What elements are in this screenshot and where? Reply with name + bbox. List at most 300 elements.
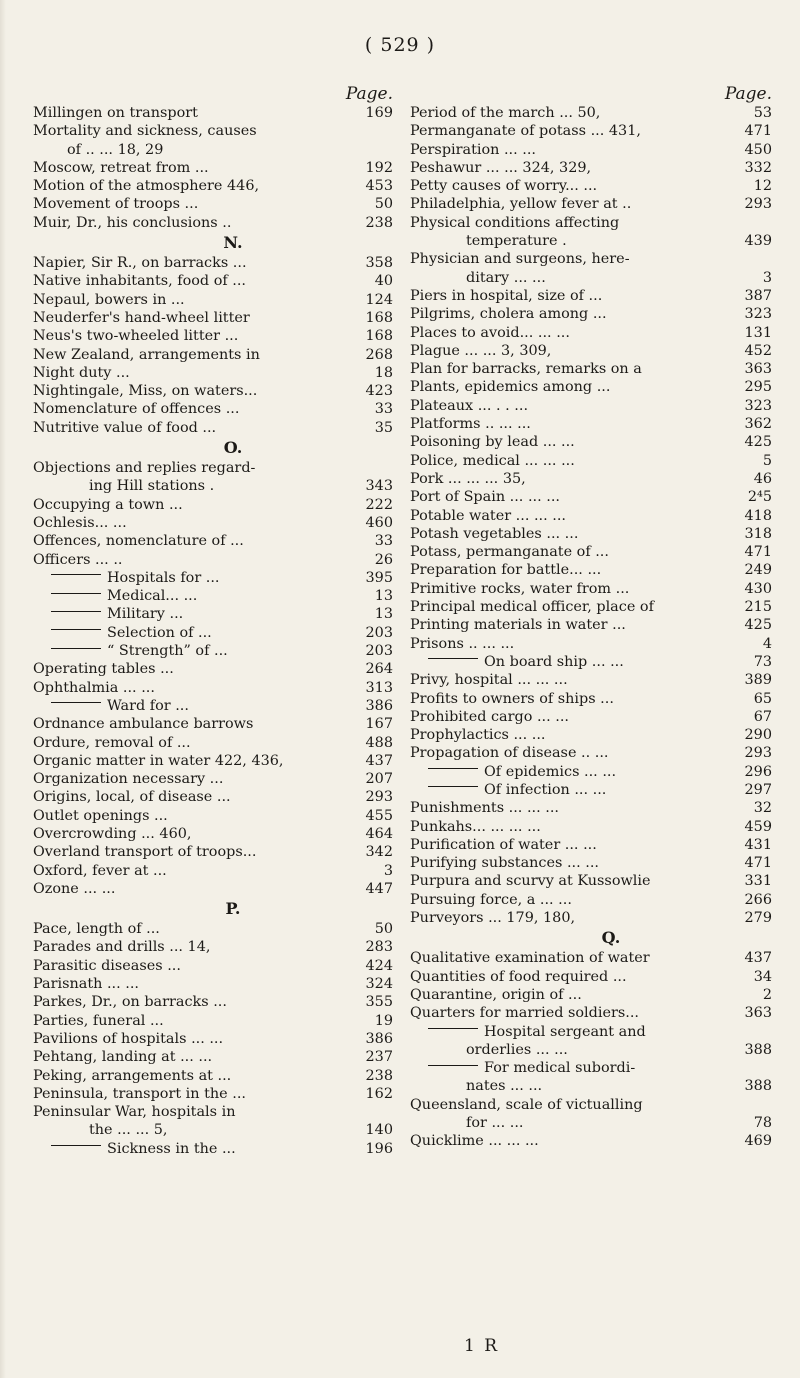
- entry-text: Occupying a town ...: [33, 496, 183, 513]
- entry-page: 279: [744, 910, 772, 927]
- index-subentry: [33, 642, 393, 660]
- index-entry: [410, 1077, 772, 1095]
- entry-text: [428, 781, 606, 799]
- entry-page: 3: [762, 269, 772, 286]
- entry-page: 33: [374, 533, 393, 550]
- index-entry: [33, 496, 393, 514]
- entry-text: Period of the march ... 50,: [410, 105, 601, 121]
- index-entry: [33, 843, 393, 861]
- entry-text: Plague ... ... 3, 309,: [410, 342, 552, 359]
- entry-text: for ... ...: [466, 1115, 524, 1132]
- entry-page: 471: [744, 855, 772, 872]
- entry-page: 296: [744, 763, 772, 780]
- entry-page: 78: [753, 1115, 772, 1132]
- index-subentry: [33, 697, 393, 715]
- subentry-label: Selection of ...: [107, 624, 212, 641]
- entry-text: [51, 605, 183, 623]
- entry-text: Offences, nomenclature of ...: [33, 533, 244, 550]
- entry-page: 67: [753, 708, 772, 725]
- entry-text: Peninsula, transport in the ...: [33, 1085, 246, 1102]
- entry-text: Preparation for battle... ...: [410, 562, 602, 579]
- subentry-label: “ Strength” of ...: [107, 643, 228, 660]
- ditto-dash: [51, 574, 101, 575]
- index-subentry: [33, 1140, 393, 1158]
- index-entry: [33, 770, 393, 788]
- entry-page: 34: [753, 968, 772, 985]
- index-entry: [410, 104, 772, 122]
- entry-text: [51, 697, 189, 715]
- index-entry: [410, 543, 772, 561]
- entry-text: Pavilions of hospitals ... ...: [33, 1030, 224, 1047]
- index-entry: [410, 122, 772, 140]
- ditto-dash: [428, 768, 478, 769]
- entry-text: Ordure, removal of ...: [33, 734, 191, 751]
- entry-page: 293: [744, 196, 772, 213]
- index-entry: [33, 734, 393, 752]
- entry-page: 437: [365, 752, 393, 769]
- entry-text: ing Hill stations .: [89, 478, 215, 495]
- entry-page: 162: [365, 1085, 393, 1102]
- entry-page: 203: [365, 624, 393, 641]
- entry-page: 437: [744, 950, 772, 967]
- index-entry: [33, 327, 393, 345]
- index-entry: [410, 708, 772, 726]
- index-entry: [33, 1121, 393, 1139]
- entry-text: Parades and drills ... 14,: [33, 939, 211, 956]
- ditto-dash: [428, 786, 478, 787]
- entry-text: Peking, arrangements at ...: [33, 1067, 232, 1084]
- index-entry: [410, 159, 772, 177]
- entry-page: 192: [365, 159, 393, 176]
- section-letter: P.: [225, 899, 241, 919]
- index-column-left: [33, 84, 393, 1158]
- index-entry: [33, 477, 393, 495]
- entry-text: [428, 1023, 646, 1041]
- entry-page: 388: [744, 1078, 772, 1095]
- index-entry: [33, 177, 393, 195]
- index-entry: [33, 957, 393, 975]
- entry-text: Quantities of food required ...: [410, 968, 627, 985]
- index-entry: [410, 305, 772, 323]
- entry-page: 65: [753, 690, 772, 707]
- entry-text: Prisons .. ... ...: [410, 635, 515, 652]
- index-entry: [33, 122, 393, 140]
- ditto-dash: [428, 658, 478, 659]
- entry-page: 297: [744, 781, 772, 798]
- entry-page: 2⁴5: [747, 489, 772, 506]
- index-entry: [33, 159, 393, 177]
- entry-page: 418: [744, 507, 772, 524]
- entry-text: Outlet openings ...: [33, 807, 168, 824]
- entry-text: Pursuing force, a ... ...: [410, 891, 572, 908]
- entry-text: Nepaul, bowers in ...: [33, 291, 185, 308]
- section-letter: N.: [223, 233, 243, 253]
- index-entry: [33, 346, 393, 364]
- index-entry: [410, 488, 772, 506]
- entry-page: 387: [744, 287, 772, 304]
- entry-text: Prophylactics ... ...: [410, 727, 546, 744]
- entry-text: Propagation of disease .. ...: [410, 745, 609, 762]
- entry-text: Quicklime ... ... ...: [410, 1133, 539, 1150]
- entry-text: Philadelphia, yellow fever at ..: [410, 196, 632, 213]
- entry-page: 460: [365, 514, 393, 531]
- index-entry: [33, 141, 393, 159]
- entry-page: 264: [365, 661, 393, 678]
- index-entry: [410, 195, 772, 213]
- index-entry: [33, 514, 393, 532]
- index-entry: [33, 459, 393, 477]
- subentry-label: Of epidemics ... ...: [484, 763, 617, 780]
- entry-page: 388: [744, 1041, 772, 1058]
- index-entries-left: [33, 104, 393, 1158]
- entry-page: 4: [762, 635, 772, 652]
- index-entry: [33, 364, 393, 382]
- index-entry: [33, 532, 393, 550]
- index-subentry: [33, 605, 393, 623]
- entry-page: 450: [744, 141, 772, 158]
- index-entry: [410, 507, 772, 525]
- entry-text: Purveyors ... 179, 180,: [410, 910, 576, 927]
- entry-text: Pehtang, landing at ... ...: [33, 1049, 213, 1066]
- index-entry: [410, 580, 772, 598]
- entry-text: Origins, local, of disease ...: [33, 789, 231, 806]
- entry-text: Poisoning by lead ... ...: [410, 434, 575, 451]
- entry-text: Purpura and scurvy at Kussowlie: [410, 873, 651, 890]
- entry-page: 471: [744, 123, 772, 140]
- index-entry: [33, 382, 393, 400]
- index-entry: [410, 214, 772, 232]
- entry-page: 363: [744, 361, 772, 378]
- entry-page: 324: [365, 976, 393, 993]
- entry-text: Ophthalmia ... ...: [33, 679, 155, 696]
- entry-text: nates ... ...: [466, 1078, 543, 1095]
- index-entry: [410, 872, 772, 890]
- ditto-dash: [428, 1065, 478, 1066]
- index-entry: [33, 1012, 393, 1030]
- entry-text: Plants, epidemics among ...: [410, 379, 611, 396]
- section-letter: O.: [223, 438, 243, 458]
- index-entry: [410, 525, 772, 543]
- index-entry: [33, 993, 393, 1011]
- index-entry: [33, 214, 393, 232]
- index-entry: [410, 452, 772, 470]
- ditto-dash: [51, 1145, 101, 1146]
- entry-page: 35: [374, 419, 393, 436]
- index-entry: [410, 1114, 772, 1132]
- entry-text: Privy, hospital ... ... ...: [410, 672, 568, 689]
- entry-text: Parasitic diseases ...: [33, 957, 181, 974]
- index-entry: [410, 799, 772, 817]
- entry-text: [51, 569, 220, 587]
- entry-text: Neus's two-wheeled litter ...: [33, 328, 239, 345]
- index-entry: [410, 1041, 772, 1059]
- index-entry: [33, 679, 393, 697]
- page-number: ( 529 ): [364, 34, 436, 56]
- entry-text: Quarters for married soldiers...: [410, 1005, 639, 1022]
- entry-text: Port of Spain ... ... ...: [410, 489, 560, 506]
- entry-page: 425: [744, 617, 772, 634]
- entry-text: New Zealand, arrangements in: [33, 346, 260, 363]
- entry-text: Plateaux ... . . ...: [410, 397, 529, 414]
- entry-page: 293: [365, 789, 393, 806]
- entry-text: [51, 1140, 236, 1158]
- index-entry: [33, 254, 393, 272]
- entry-page: 268: [365, 346, 393, 363]
- entry-page: 13: [374, 588, 393, 605]
- index-entry: [410, 671, 772, 689]
- entry-text: Organization necessary ...: [33, 771, 224, 788]
- entry-page: 464: [365, 825, 393, 842]
- index-entries-right: [410, 104, 772, 1151]
- entry-page: 238: [365, 1067, 393, 1084]
- entry-text: the ... ... 5,: [89, 1122, 168, 1139]
- entry-page: 362: [744, 416, 772, 433]
- entry-page: 50: [374, 921, 393, 938]
- entry-text: [428, 653, 624, 671]
- entry-page: 5: [762, 452, 772, 469]
- entry-text: Operating tables ...: [33, 661, 174, 678]
- index-entry: [33, 938, 393, 956]
- entry-page: 26: [374, 551, 393, 568]
- index-entry: [410, 1132, 772, 1150]
- index-entry: [410, 433, 772, 451]
- index-entry: [410, 854, 772, 872]
- entry-text: Prohibited cargo ... ...: [410, 708, 569, 725]
- subentry-label: Sickness in the ...: [107, 1140, 236, 1157]
- index-subentry: [410, 1059, 772, 1077]
- entry-text: [51, 624, 212, 642]
- subentry-label: On board ship ... ...: [484, 653, 624, 670]
- index-entry: [410, 141, 772, 159]
- index-entry: [33, 788, 393, 806]
- index-entry: [410, 415, 772, 433]
- index-entry: [33, 807, 393, 825]
- entry-page: 343: [365, 478, 393, 495]
- entry-text: Night duty ...: [33, 364, 130, 381]
- entry-text: Perspiration ... ...: [410, 141, 537, 158]
- entry-page: 33: [374, 401, 393, 418]
- entry-text: Ochlesis... ...: [33, 514, 127, 531]
- index-entry: [410, 836, 772, 854]
- entry-page: 295: [744, 379, 772, 396]
- index-entry: [33, 752, 393, 770]
- entry-text: Moscow, retreat from ...: [33, 159, 209, 176]
- index-column-right: [410, 84, 772, 1151]
- entry-text: temperature .: [466, 233, 567, 250]
- index-entry: [410, 818, 772, 836]
- entry-text: Peshawur ... ... 324, 329,: [410, 159, 592, 176]
- entry-page: 431: [744, 836, 772, 853]
- entry-text: Napier, Sir R., on barracks ...: [33, 255, 247, 272]
- index-entry: [410, 726, 772, 744]
- entry-page: 19: [374, 1012, 393, 1029]
- entry-page: 471: [744, 544, 772, 561]
- entry-page: 395: [365, 569, 393, 586]
- entry-page: 323: [744, 397, 772, 414]
- index-entry: [410, 177, 772, 195]
- entry-text: Peninsular War, hospitals in: [33, 1104, 236, 1121]
- entry-page: 237: [365, 1049, 393, 1066]
- index-subentry: [410, 781, 772, 799]
- subentry-label: Of infection ... ...: [484, 781, 607, 798]
- index-entry: [33, 660, 393, 678]
- index-entry: [410, 342, 772, 360]
- entry-page: 40: [374, 273, 393, 290]
- entry-page: 50: [374, 196, 393, 213]
- entry-text: Potass, permanganate of ...: [410, 544, 609, 561]
- index-entry: [410, 909, 772, 927]
- entry-page: 389: [744, 672, 772, 689]
- index-entry: [33, 715, 393, 733]
- entry-page: 318: [744, 525, 772, 542]
- subentry-label: Military ...: [107, 606, 184, 623]
- signature-mark: 1 R: [464, 1336, 500, 1356]
- index-entry: [410, 1004, 772, 1022]
- index-entry: [410, 949, 772, 967]
- index-entry: [410, 232, 772, 250]
- entry-text: Organic matter in water 422, 436,: [33, 752, 284, 769]
- entry-page: 293: [744, 745, 772, 762]
- entry-page: 46: [753, 470, 772, 487]
- entry-page: 203: [365, 643, 393, 660]
- entry-text: Potash vegetables ... ...: [410, 525, 579, 542]
- index-entry: [33, 195, 393, 213]
- entry-page: 425: [744, 434, 772, 451]
- entry-text: Places to avoid... ... ...: [410, 324, 570, 341]
- entry-text: orderlies ... ...: [466, 1041, 568, 1058]
- ditto-dash: [51, 702, 101, 703]
- entry-page: 249: [744, 562, 772, 579]
- entry-text: Petty causes of worry... ...: [410, 178, 598, 195]
- entry-page: 313: [365, 679, 393, 696]
- page-edge: [0, 0, 6, 1378]
- index-entry: [410, 561, 772, 579]
- entry-page: 363: [744, 1005, 772, 1022]
- entry-text: Purifying substances ... ...: [410, 855, 599, 872]
- entry-text: Queensland, scale of victualling: [410, 1096, 643, 1113]
- entry-page: 222: [365, 496, 393, 513]
- entry-page: 169: [365, 105, 393, 121]
- index-entry: [410, 269, 772, 287]
- index-entry: [410, 378, 772, 396]
- entry-page: 453: [365, 178, 393, 195]
- index-entry: [33, 880, 393, 898]
- index-entry: [33, 825, 393, 843]
- entry-text: Punishments ... ... ...: [410, 800, 559, 817]
- index-entry: [33, 1103, 393, 1121]
- entry-page: 131: [744, 324, 772, 341]
- entry-page: 53: [753, 105, 772, 121]
- entry-page: 386: [365, 1030, 393, 1047]
- entry-page: 332: [744, 159, 772, 176]
- entry-page: 469: [744, 1133, 772, 1150]
- entry-text: Movement of troops ...: [33, 196, 199, 213]
- entry-page: 2: [762, 986, 772, 1003]
- index-entry: [410, 891, 772, 909]
- entry-page: 12: [753, 178, 772, 195]
- entry-page: 358: [365, 255, 393, 272]
- entry-text: [51, 642, 228, 660]
- subentry-label: For medical subordi-: [484, 1060, 636, 1077]
- entry-text: Quarantine, origin of ...: [410, 986, 582, 1003]
- entry-page: 331: [744, 873, 772, 890]
- index-entry: [410, 744, 772, 762]
- index-entry: [33, 419, 393, 437]
- entry-text: Principal medical officer, place of: [410, 599, 654, 616]
- entry-page: 386: [365, 697, 393, 714]
- index-entry: [33, 1085, 393, 1103]
- entry-page: 124: [365, 291, 393, 308]
- ditto-dash: [51, 593, 101, 594]
- index-entry: [410, 690, 772, 708]
- entry-page: 32: [753, 800, 772, 817]
- ditto-dash: [428, 1028, 478, 1029]
- section-letter: Q.: [601, 928, 621, 948]
- page-column-label: Page.: [345, 84, 393, 104]
- entry-text: Printing materials in water ...: [410, 617, 626, 634]
- entry-text: Ozone ... ...: [33, 880, 116, 897]
- index-entry: [410, 1096, 772, 1114]
- subentry-label: Ward for ...: [107, 697, 189, 714]
- entry-text: Pilgrims, cholera among ...: [410, 306, 607, 323]
- entry-text: Nightingale, Miss, on waters...: [33, 383, 258, 400]
- entry-text: Profits to owners of ships ...: [410, 690, 614, 707]
- index-entry: [33, 551, 393, 569]
- entry-text: Parisnath ... ...: [33, 976, 139, 993]
- entry-page: 424: [365, 957, 393, 974]
- index-entry: [33, 975, 393, 993]
- index-entry: [33, 291, 393, 309]
- entry-text: Nutritive value of food ...: [33, 419, 217, 436]
- index-entry: [410, 397, 772, 415]
- entry-page: 439: [744, 233, 772, 250]
- entry-text: Millingen on transport: [33, 105, 198, 121]
- entry-text: Platforms .. ... ...: [410, 416, 531, 433]
- entry-text: of .. ... 18, 29: [67, 141, 164, 158]
- entry-page: 3: [383, 862, 393, 879]
- index-entry: [410, 986, 772, 1004]
- index-entry: [410, 287, 772, 305]
- entry-text: Muir, Dr., his conclusions ..: [33, 214, 232, 231]
- ditto-dash: [51, 648, 101, 649]
- index-subentry: [33, 587, 393, 605]
- entry-text: Objections and replies regard-: [33, 460, 256, 477]
- subentry-label: Hospital sergeant and: [484, 1023, 646, 1040]
- entry-text: Pork ... ... ... 35,: [410, 470, 526, 487]
- entry-text: Punkahs... ... ... ...: [410, 818, 541, 835]
- entry-text: [51, 587, 197, 605]
- entry-text: ditary ... ...: [466, 269, 546, 286]
- entry-text: Overcrowding ... 460,: [33, 825, 192, 842]
- entry-page: 488: [365, 734, 393, 751]
- subentry-label: Hospitals for ...: [107, 569, 220, 586]
- entry-text: Motion of the atmosphere 446,: [33, 178, 260, 195]
- index-entry: [33, 400, 393, 418]
- index-entry: [410, 616, 772, 634]
- index-subentry: [410, 1023, 772, 1041]
- entry-page: 452: [744, 342, 772, 359]
- entry-text: Potable water ... ... ...: [410, 507, 566, 524]
- index-entry: [33, 1030, 393, 1048]
- entry-text: Qualitative examination of water: [410, 950, 650, 967]
- subentry-label: Medical... ...: [107, 588, 198, 605]
- entry-page: 430: [744, 580, 772, 597]
- index-entry: [410, 598, 772, 616]
- entry-text: Piers in hospital, size of ...: [410, 287, 603, 304]
- entry-page: 207: [365, 771, 393, 788]
- index-entry: [33, 309, 393, 327]
- index-entry: [33, 104, 393, 122]
